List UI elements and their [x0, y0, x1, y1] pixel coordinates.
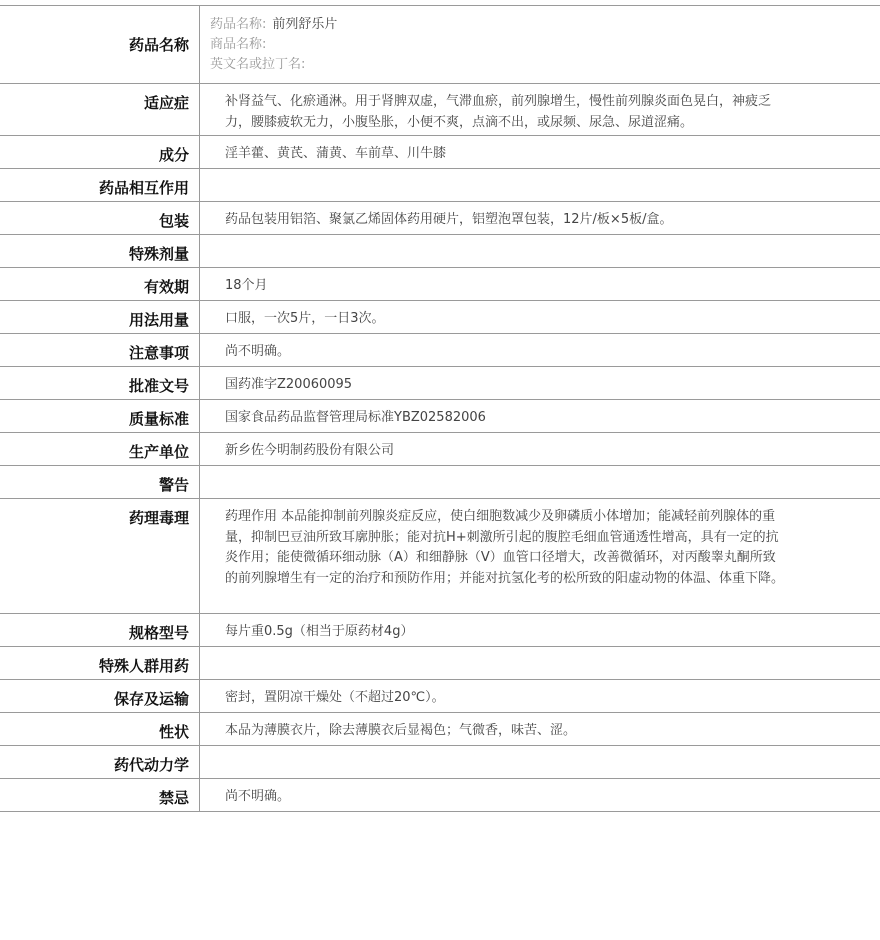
row-label: 质量标准 [0, 400, 200, 432]
row-value [200, 235, 880, 267]
row-special-dosage [0, 235, 880, 268]
row-label: 用法用量 [0, 301, 200, 333]
row-value: 尚不明确。 [225, 789, 291, 804]
row-manufacturer [0, 433, 880, 466]
row-label: 有效期 [0, 268, 200, 300]
row-value [200, 647, 880, 679]
row-packaging [0, 202, 880, 235]
row-value [200, 746, 880, 778]
row-special-populations [0, 647, 880, 680]
row-description [0, 713, 880, 746]
generic-name-line: 药品名称: 前列舒乐片 [210, 17, 338, 32]
row-label: 药理毒理 [0, 499, 200, 613]
row-value: 药品包装用铝箔、聚氯乙烯固体药用硬片，铝塑泡罩包装，12片/板×5板/盒。 [225, 212, 673, 227]
row-label: 性状 [0, 713, 200, 745]
row-storage [0, 680, 880, 713]
row-label: 药品名称 [0, 6, 200, 83]
row-label: 药品相互作用 [0, 169, 200, 201]
latin-name-line: 英文名或拉丁名: [210, 57, 306, 72]
row-specification [0, 614, 880, 647]
row-label: 规格型号 [0, 614, 200, 646]
row-value: 尚不明确。 [225, 344, 291, 359]
row-value: 药理作用 本品能抑制前列腺炎症反应，使白细胞数减少及卵磷质小体增加；能减轻前列腺体的重量，抑制巴豆油所致耳廓肿胀；能对抗H+刺激所引起的腹腔毛细血管通透性增高，具有一定的抗炎作用；能使微循环细动脉（A）和细静脉（V）血管口径增大，改善微循环，对丙酸睾丸酮所致的前列腺增生有一定的治疗和预防作用；并能对抗氢化考的松所致的阳虚动物的体温、体重下降。 [225, 509, 785, 586]
row-label: 警告 [0, 466, 200, 498]
row-label: 保存及运输 [0, 680, 200, 712]
row-value: 国家食品药品监督管理局标准YBZ02582006 [225, 410, 486, 425]
row-value: 国药准字Z20060095 [225, 377, 353, 392]
row-contraindications [0, 779, 880, 812]
row-value: 口服，一次5片，一日3次。 [225, 311, 385, 326]
row-dosage [0, 301, 880, 334]
row-label: 包装 [0, 202, 200, 234]
row-label: 生产单位 [0, 433, 200, 465]
row-label: 药代动力学 [0, 746, 200, 778]
row-value: 本品为薄膜衣片，除去薄膜衣后显褐色；气微香，味苦、涩。 [225, 723, 577, 738]
row-label: 禁忌 [0, 779, 200, 811]
row-label: 适应症 [0, 84, 200, 135]
row-value: 补肾益气、化瘀通淋。用于肾脾双虚，气滞血瘀，前列腺增生，慢性前列腺炎面色晃白，神疲乏力，腰膝疲软无力，小腹坠胀，小便不爽，点滴不出，或尿频、尿急、尿道涩痛。 [225, 94, 772, 130]
row-value: 密封，置阴凉干燥处（不超过20℃）。 [225, 690, 445, 705]
row-quality-standard [0, 400, 880, 433]
row-precautions [0, 334, 880, 367]
row-ingredients [0, 136, 880, 169]
row-warning [0, 466, 880, 499]
row-label: 特殊剂量 [0, 235, 200, 267]
row-drug-name [0, 6, 880, 84]
row-value: 每片重0.5g（相当于原药材4g） [225, 624, 414, 639]
row-indications [0, 84, 880, 136]
row-label: 成分 [0, 136, 200, 168]
row-interactions [0, 169, 880, 202]
row-value [200, 6, 880, 83]
row-label: 注意事项 [0, 334, 200, 366]
row-value: 新乡佐今明制药股份有限公司 [225, 443, 395, 458]
trade-name-line: 商品名称: [210, 37, 267, 52]
row-label: 批准文号 [0, 367, 200, 399]
row-value [200, 466, 880, 498]
row-value: 18个月 [225, 278, 268, 293]
row-label: 特殊人群用药 [0, 647, 200, 679]
row-value: 淫羊藿、黄芪、蒲黄、车前草、川牛膝 [225, 146, 447, 161]
row-pharmacology [0, 499, 880, 614]
row-approval-number [0, 367, 880, 400]
row-pharmacokinetics [0, 746, 880, 779]
row-shelf-life [0, 268, 880, 301]
row-value [200, 169, 880, 201]
drug-info-table [0, 5, 880, 812]
